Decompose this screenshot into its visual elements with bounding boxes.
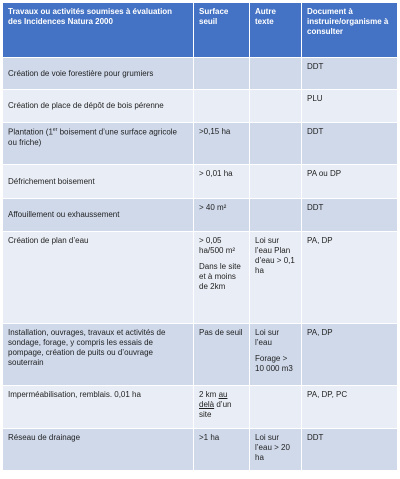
table-row — [3, 165, 398, 199]
natura-2000-table-wrapper — [2, 2, 397, 471]
header-activity: Travaux ou activités soumises à évaluation des Incidences Natura 2000 — [3, 3, 194, 58]
autre-cell — [250, 324, 302, 386]
activity-cell — [3, 123, 194, 165]
activity-cell: Affouillement ou exhaussement — [3, 199, 194, 232]
seuil-cell — [194, 232, 250, 324]
table-row — [3, 324, 398, 386]
doc-cell: PA, DP — [302, 324, 398, 386]
seuil-cell — [194, 90, 250, 123]
activity-text-pre: Plantation (1 — [8, 127, 53, 137]
seuil-text: > 0,05 ha/500 m² — [199, 236, 236, 255]
autre-cell: Loi sur l’eau Plan d’eau > 0,1 ha — [250, 232, 302, 324]
autre-cell — [250, 58, 302, 90]
doc-cell: DDT — [302, 58, 398, 90]
seuil-cell: Pas de seuil — [194, 324, 250, 386]
table-row — [3, 90, 398, 123]
doc-cell: PLU — [302, 90, 398, 123]
header-autre-texte: Autre texte — [250, 3, 302, 58]
doc-cell: DDT — [302, 123, 398, 165]
seuil-cell: >0,15 ha — [194, 123, 250, 165]
doc-cell: DDT — [302, 199, 398, 232]
activity-superscript: er — [52, 127, 58, 133]
autre-text: Loi sur l’eau — [255, 328, 280, 347]
autre-cell — [250, 386, 302, 429]
table-row — [3, 429, 398, 471]
table-row — [3, 123, 398, 165]
header-document: Document à instruire/organisme à consulter — [302, 3, 398, 58]
seuil-cell — [194, 386, 250, 429]
activity-cell: Création de plan d’eau — [3, 232, 194, 324]
autre-cell — [250, 199, 302, 232]
doc-cell: PA ou DP — [302, 165, 398, 199]
activity-cell: Imperméabilisation, remblais. 0,01 ha — [3, 386, 194, 429]
doc-cell: PA, DP — [302, 232, 398, 324]
seuil-cell: > 40 m² — [194, 199, 250, 232]
seuil-cell: > 0,01 ha — [194, 165, 250, 199]
table-row — [3, 232, 398, 324]
table-row — [3, 58, 398, 90]
table-header-row — [3, 3, 398, 58]
seuil-cell: >1 ha — [194, 429, 250, 471]
activity-cell: Création de place de dépôt de bois pérenne — [3, 90, 194, 123]
seuil-extra-text: Dans le site et à moins de 2km — [199, 262, 241, 291]
doc-cell: DDT — [302, 429, 398, 471]
seuil-text-pre: 2 km — [199, 390, 219, 399]
activity-cell: Installation, ouvrages, travaux et activités de sondage, forage, y compris les essais de pompage, création de puits ou d’ouvrage souterrain — [3, 324, 194, 386]
header-surface-seuil: Surface seuil — [194, 3, 250, 58]
doc-cell: PA, DP, PC — [302, 386, 398, 429]
seuil-underlined-text: au delà — [199, 390, 228, 409]
autre-cell — [250, 90, 302, 123]
autre-cell — [250, 123, 302, 165]
table-row — [3, 199, 398, 232]
activity-cell: Création de voie forestière pour grumiers — [3, 58, 194, 90]
natura-2000-table — [2, 2, 398, 471]
autre-cell — [250, 165, 302, 199]
activity-cell: Défrichement boisement — [3, 165, 194, 199]
seuil-text-post: d’un site — [199, 400, 232, 419]
seuil-cell — [194, 58, 250, 90]
table-row — [3, 386, 398, 429]
autre-extra-text: Forage > 10 000 m3 — [255, 354, 293, 373]
activity-text-post: boisement d’une surface agricole ou friche) — [8, 127, 177, 147]
activity-cell: Réseau de drainage — [3, 429, 194, 471]
autre-cell: Loi sur l’eau > 20 ha — [250, 429, 302, 471]
